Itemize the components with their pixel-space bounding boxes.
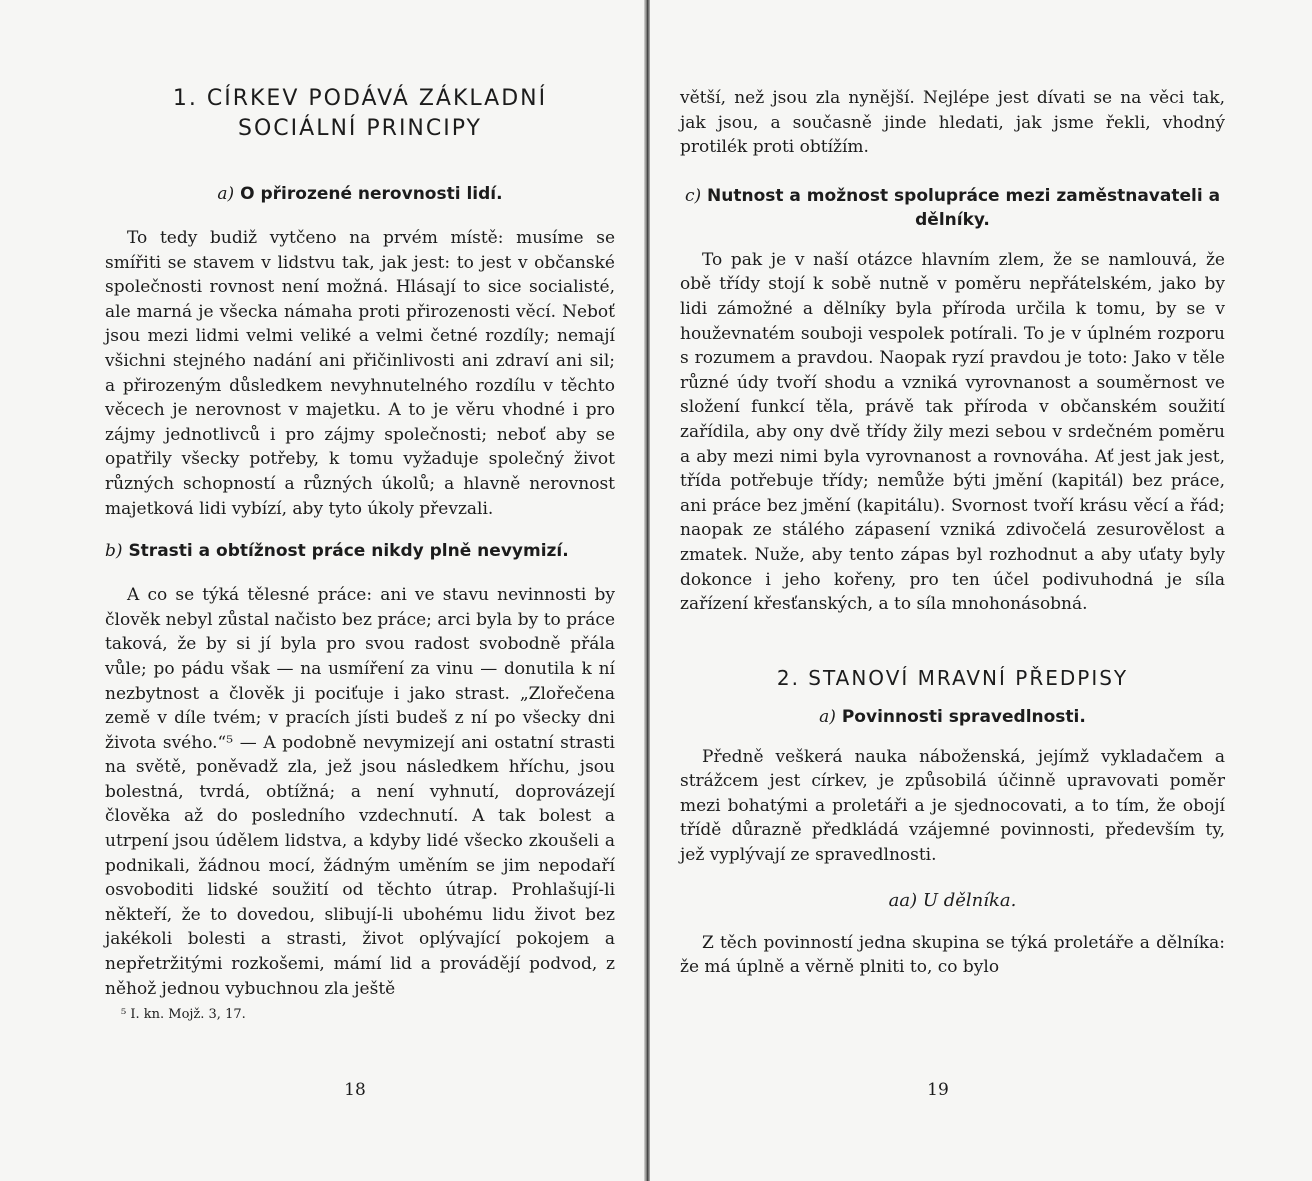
left-page-content [105, 84, 615, 1022]
section-a-mark: a) [217, 184, 235, 204]
chapter-title-2: 2. STANOVÍ MRAVNÍ PŘEDPISY [776, 665, 1129, 690]
chapter-title-line-2: SOCIÁLNÍ PRINCIPY [238, 116, 482, 141]
subsection-heading: aa) U dělníka. [888, 889, 1017, 911]
paragraph-3: To pak je v naší otázce hlavním zlem, že se namlouvá, že obě třídy stojí k sobě nutně v poměru nepřátelském, jako by lidi zámožné a dělníky byla příroda určila k tomu, by se v houževnatém souboji vespolek potírali. To je v úplném rozporu s rozumem a pravdou. Naopak ryzí pravdou je toto: Jako v těle různé údy tvoří shodu a vzniká vyrovnanost a souměrnost ve složení funkcí těla, právě tak příroda v občanském soužití zařídila, aby ony dvě třídy žily mezi sebou v srdečném poměru a aby mezi nimi byla vyrovnanost a rovnováha. Ať jest jak jest, třída potřebuje třídy; nemůže býti jmění (kapitál) bez práce, ani práce bez jmění (kapitálu). Svornost tvoří krásu věcí a řád; naopak ze stálého zápasení vzniká zdivočelá zesurovělost a zmatek. Nuže, aby tento zápas byl rozhodnut a aby uťaty byly dokonce i jeho kořeny, pro ten účel podivuhodná je síla zařízení křesťanských, a to síla mnohonásobná. [680, 249, 1225, 615]
section-b-title: Strasti a obtížnost práce nikdy plně nevymizí. [128, 541, 569, 562]
paragraph-2: A co se týká tělesné práce: ani ve stavu nevinnosti by člověk nebyl zůstal načisto bez práce; arci byla by to práce taková, že by si jí byla pro svou radost svobodně přála vůle; po pádu však — na usmíření za vinu — donutila k ní nezbytnost a člověk ji pociťuje i jako strast. „Zlořečena země v díle tvém; v pracích jísti budeš z ní po všecky dni života svého.“⁵ — A podobně nevymizejí ani ostatní strasti na světě, poněvadž zla, jež jsou následkem hříchu, jsou bolestná, tvrdá, obtížná; a není vyhnutí, doprovázejí člověka až do posledního vzdechnutí. A tak bolest a utrpení jsou údělem lidstva, a kdyby lidé všecko zkoušeli a podnikali, žádnou mocí, žádným uměním se jim nepodaří osvoboditi lidské soužití od těchto útrap. Prohlašují-li někteří, že to dovedou, slibují-li ubohému lidu život bez jakékoli bolesti a strasti, život oplývající pokojem a nepřetržitými rozkošemi, mámí lid a provádějí podvod, z něhož jednou vybuchnou zla ještě [105, 585, 615, 999]
section-heading-b [105, 541, 615, 561]
section-a2-mark: a) [819, 706, 836, 727]
chapter-title-line-1: 1. CÍRKEV PODÁVÁ ZÁKLADNÍ [172, 86, 548, 111]
section-c-title: Nutnost a možnost spolupráce mezi zaměstnavateli a dělníky. [707, 185, 1221, 230]
footnote: ⁵ I. kn. Mojž. 3, 17. [121, 1007, 246, 1023]
section-b-mark: b) [105, 541, 123, 562]
section-a2-title: Povinnosti spravedlnosti. [841, 706, 1086, 727]
section-heading-c [680, 184, 1225, 232]
paragraph-4: Předně veškerá nauka náboženská, jejímž vykladačem a strážcem jest církev, je způsobilá účinně upravovati poměr mezi bohatými a proletáři a je sjednocovati, a to tím, že obojí třídě důrazně předkládá vzájemné povinnosti, především ty, jež vyplývají ze spravedlnosti. [680, 746, 1225, 866]
right-page [650, 0, 1312, 1181]
paragraph-1: To tedy budiž vytčeno na prvém místě: musíme se smířiti se stavem v lidstvu tak, jak jest: to jest v občanské společnosti rovnost není možná. Hlásají to sice socialisté, ale marná je všecka námaha proti přirozenosti věcí. Neboť jsou mezi lidmi velmi veliké a velmi četné rozdíly; nemají všichni stejného nadání ani přičinlivosti ani zdraví ani sil; a přirozeným důsledkem nevyhnutelného rozdílu v těchto věcech je nerovnost v majetku. A to je věru vhodné i pro zájmy jednotlivců i pro zájmy společnosti; neboť aby se opatřily všecky potřeby, k tomu vyžaduje společný život různých schopností a různých úkolů; a hlavně nerovnost majetková lidi vybízí, aby tyto úkoly převzali. [105, 228, 615, 519]
section-heading-a [105, 184, 615, 204]
paragraph-5: Z těch povinností jedna skupina se týká proletáře a dělníka: že má úplně a věrně plniti to, co bylo [680, 932, 1225, 978]
section-a-title: O přirozené nerovnosti lidí. [240, 184, 503, 204]
paragraph-continued: větší, než jsou zla nynější. Nejlépe jest dívati se na věci tak, jak jsou, a současně jinde hledati, jak jsme řekli, vhodný protilék proti obtížím. [680, 88, 1225, 158]
left-page [0, 0, 645, 1181]
right-page-content [680, 86, 1225, 980]
page-number-left: 18 [344, 1080, 366, 1100]
page-number-right: 19 [927, 1080, 949, 1100]
section-heading-a2 [680, 707, 1225, 727]
section-c-mark: c) [684, 185, 702, 206]
